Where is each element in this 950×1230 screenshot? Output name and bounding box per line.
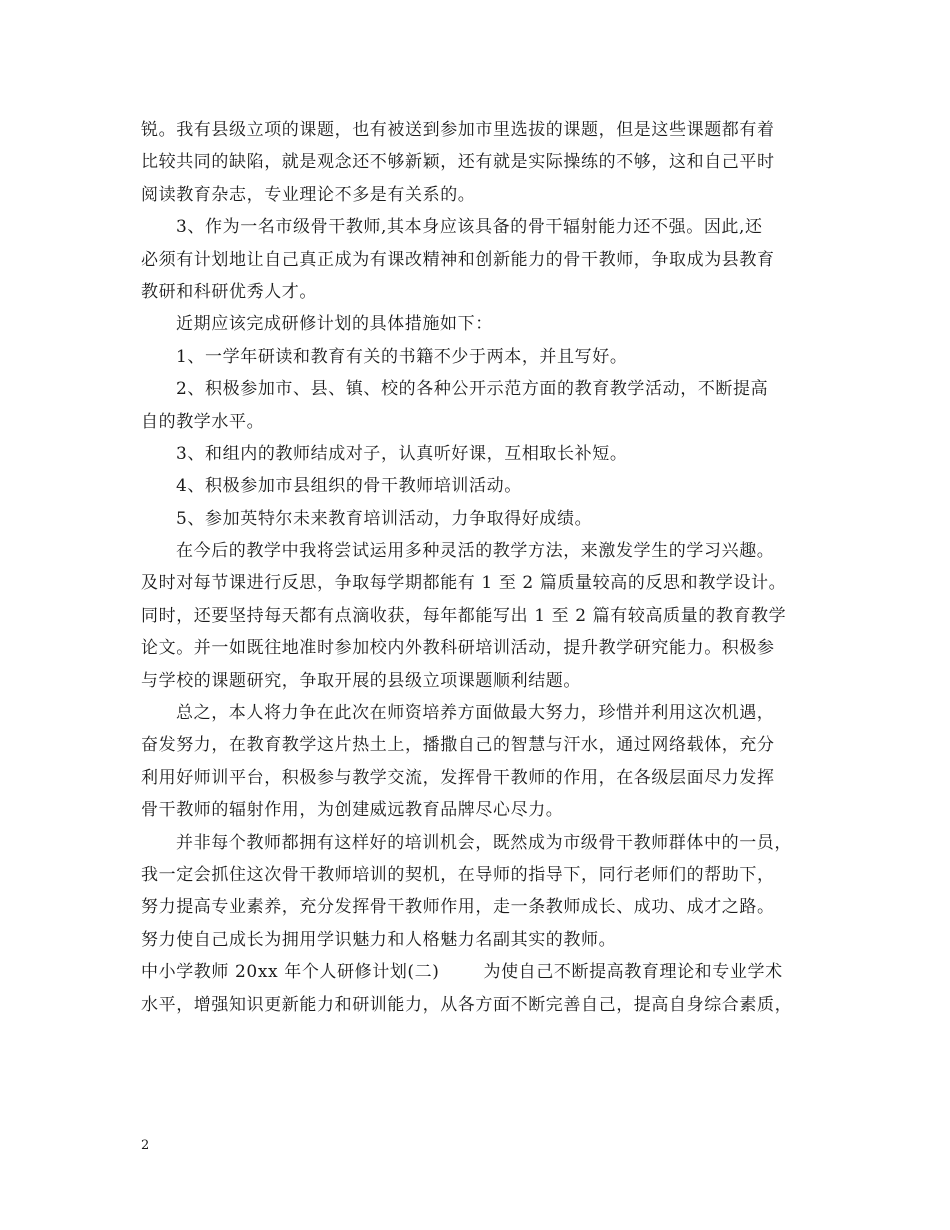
list-item: 4、积极参加市县组织的骨干教师培训活动。 (176, 476, 522, 497)
text-line: 骨干教师的辐射作用，为创建威远教育品牌尽心尽力。 (141, 800, 564, 821)
text-line: 我一定会抓住这次骨干教师培训的契机，在导师的指导下，同行老师们的帮助下， (141, 864, 775, 885)
text-line: 水平，增强知识更新能力和研训能力，从各方面不断完善自己，提高自身综合素质， (141, 994, 793, 1015)
section-intro-text: 为使自己不断提高教育理论和专业学术 (483, 962, 783, 983)
text-line: 同时，还要坚持每天都有点滴收获，每年都能写出 1 至 2 篇有较高质量的教育教学 (141, 605, 787, 626)
section-title: 中小学教师 20xx 年个人研修计划(二) (141, 962, 440, 983)
text-line: 利用好师训平台，积极参与教学交流，发挥骨干教师的作用，在各级层面尽力发挥 (141, 767, 775, 788)
text-line: 近期应该完成研修计划的具体措施如下： (176, 314, 493, 335)
text-line: 总之，本人将力争在此次在师资培养方面做最大努力，珍惜并利用这次机遇， (176, 703, 775, 724)
list-item: 3、和组内的教师结成对子，认真听好课，互相取长补短。 (176, 443, 628, 464)
text-line: 努力提高专业素养，充分发挥骨干教师作用，走一条教师成长、成功、成才之路。 (141, 897, 775, 918)
document-body (141, 114, 821, 1021)
list-item: 1、一学年研读和教育有关的书籍不少于两本，并且写好。 (176, 346, 628, 367)
text-line: 奋发努力，在教育教学这片热土上，播撒自己的智慧与汗水，通过网络载体，充分 (141, 735, 775, 756)
text-line: 3、作为一名市级骨干教师,其本身应该具备的骨干辐射能力还不强。因此,还 (176, 217, 763, 238)
text-line: 及时对每节课进行反思，争取每学期都能有 1 至 2 篇质量较高的反思和教学设计。 (141, 573, 787, 594)
text-line: 在今后的教学中我将尝试运用多种灵活的教学方法，来激发学生的学习兴趣。 (176, 541, 775, 562)
text-line: 比较共同的缺陷，就是观念还不够新颖，还有就是实际操练的不够，这和自己平时 (141, 152, 775, 173)
text-line: 论文。并一如既往地准时参加校内外教科研培训活动，提升教学研究能力。积极参 (141, 638, 775, 659)
text-line: 锐。我有县级立项的课题，也有被送到参加市里选拔的课题，但是这些课题都有着 (141, 120, 775, 140)
text-line: 与学校的课题研究，争取开展的县级立项课题顺利结题。 (141, 670, 581, 691)
text-line: 阅读教育杂志，专业理论不多是有关系的。 (141, 184, 476, 205)
text-line: 并非每个教师都拥有这样好的培训机会，既然成为市级骨干教师群体中的一员， (176, 832, 792, 853)
section-heading-line (141, 956, 821, 988)
list-item: 5、参加英特尔未来教育培训活动，力争取得好成绩。 (176, 508, 593, 529)
page-number: 2 (141, 1138, 150, 1153)
text-line: 教研和科研优秀人才。 (141, 281, 317, 302)
text-line: 自的教学水平。 (141, 411, 265, 432)
list-item: 2、积极参加市、县、镇、校的各种公开示范方面的教育教学活动，不断提高 (176, 379, 769, 400)
text-line: 努力使自己成长为拥用学识魅力和人格魅力名副其实的教师。 (141, 929, 617, 950)
text-line: 必须有计划地让自己真正成为有课改精神和创新能力的骨干教师，争取成为县教育 (141, 249, 775, 270)
